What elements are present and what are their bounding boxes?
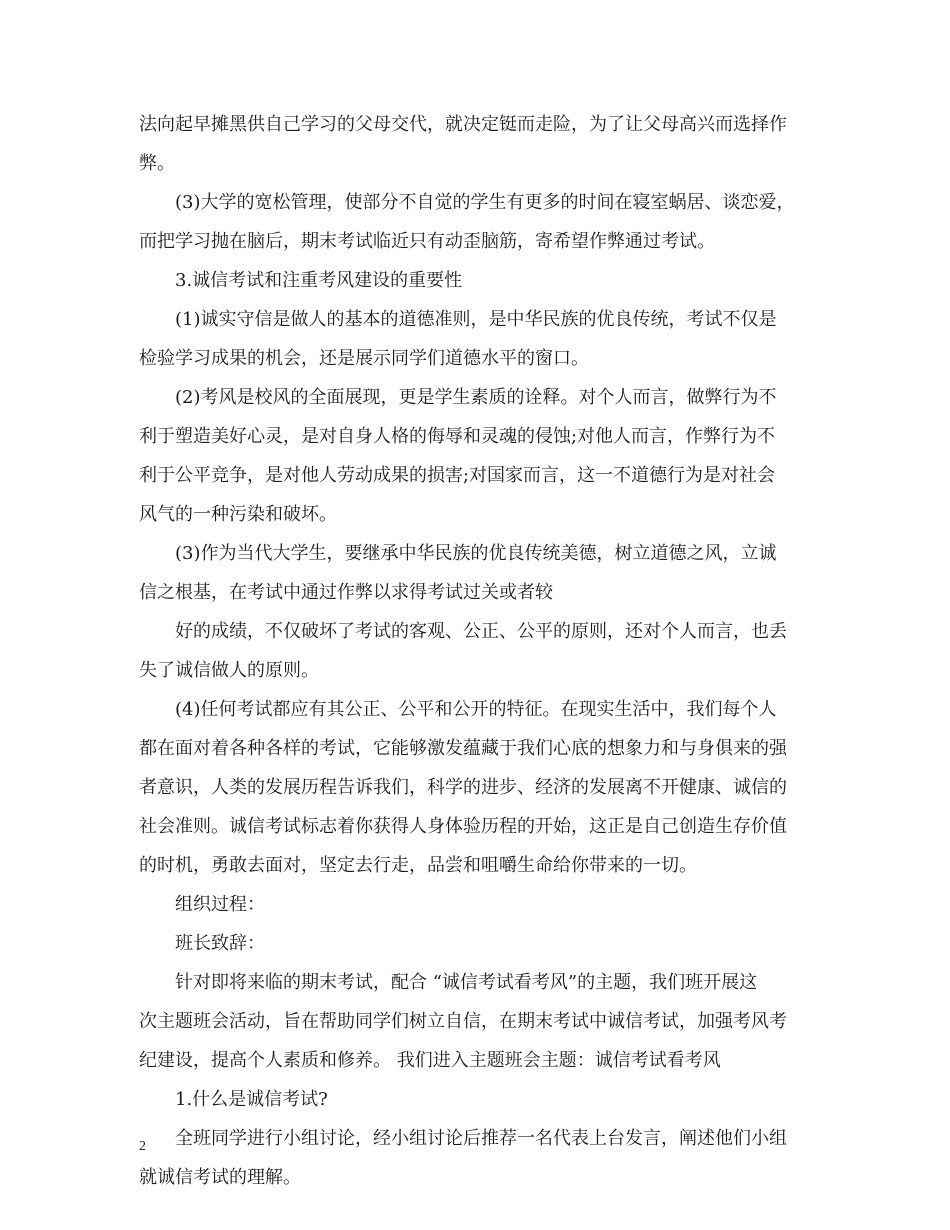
text-line: 信之根基，在考试中通过作弊以求得考试过关或者较	[139, 582, 553, 603]
section-label: 组织过程：	[175, 894, 265, 915]
text-line: 风气的一种污染和破坏。	[139, 504, 337, 525]
document-body	[139, 105, 829, 1197]
paragraph-line: (2)考风是校风的全面展现，更是学生素质的诠释。对个人而言，做弊行为不	[175, 387, 777, 408]
text-line: 社会准则。诚信考试标志着你获得人身体验历程的开始，这正是自己创造生存价值	[139, 816, 787, 837]
section-heading: 3.诚信考试和注重考风建设的重要性	[175, 270, 463, 291]
text-line: 弊。	[139, 153, 175, 174]
text-line: 利于塑造美好心灵，是对自身人格的侮辱和灵魂的侵蚀;对他人而言，作弊行为不	[139, 426, 776, 447]
text-line: 利于公平竞争，是对他人劳动成果的损害;对国家而言，这一不道德行为是对社会	[139, 465, 776, 486]
text-line: 失了诚信做人的原则。	[139, 660, 319, 681]
paragraph-line: 好的成绩，不仅破坏了考试的客观、公正、公平的原则，还对个人而言，也丢	[175, 621, 787, 642]
text-line: 而把学习抛在脑后，期末考试临近只有动歪脑筋，寄希望作弊通过考试。	[139, 231, 715, 252]
section-heading: 1.什么是诚信考试?	[175, 1089, 328, 1110]
text-line: 次主题班会活动，旨在帮助同学们树立自信，在期末考试中诚信考试，加强考风考	[139, 1011, 787, 1032]
section-label: 班长致辞：	[175, 933, 265, 954]
text-line: 纪建设，提高个人素质和修养。 我们进入主题班会主题：诚信考试看考风	[139, 1050, 721, 1071]
text-line: 就诚信考试的理解。	[139, 1167, 301, 1188]
paragraph-line: 全班同学进行小组讨论，经小组讨论后推荐一名代表上台发言，阐述他们小组	[175, 1128, 787, 1149]
paragraph-line: (4)任何考试都应有其公正、公平和公开的特征。在现实生活中，我们每个人	[175, 699, 777, 720]
text-line: 检验学习成果的机会，还是展示同学们道德水平的窗口。	[139, 348, 589, 369]
paragraph-line: (1)诚实守信是做人的基本的道德准则，是中华民族的优良传统，考试不仅是	[175, 309, 777, 330]
text-line: 的时机，勇敢去面对，坚定去行走，品尝和咀嚼生命给你带来的一切。	[139, 855, 697, 876]
paragraph-line: (3)作为当代大学生，要继承中华民族的优良传统美德，树立道德之风，立诚	[175, 543, 777, 564]
paragraph-line: 针对即将来临的期末考试，配合 “诚信考试看考风”的主题，我们班开展这	[175, 972, 758, 993]
text-line: 法向起早摊黑供自己学习的父母交代，就决定铤而走险，为了让父母高兴而选择作	[139, 114, 787, 135]
page-number: 2	[139, 1139, 146, 1154]
paragraph-line: (3)大学的宽松管理，使部分不自觉的学生有更多的时间在寝室蜗居、谈恋爱，	[175, 192, 795, 213]
text-line: 者意识，人类的发展历程告诉我们，科学的进步、经济的发展离不开健康、诚信的	[139, 777, 787, 798]
text-line: 都在面对着各种各样的考试，它能够激发蕴藏于我们心底的想象力和与身俱来的强	[139, 738, 787, 759]
